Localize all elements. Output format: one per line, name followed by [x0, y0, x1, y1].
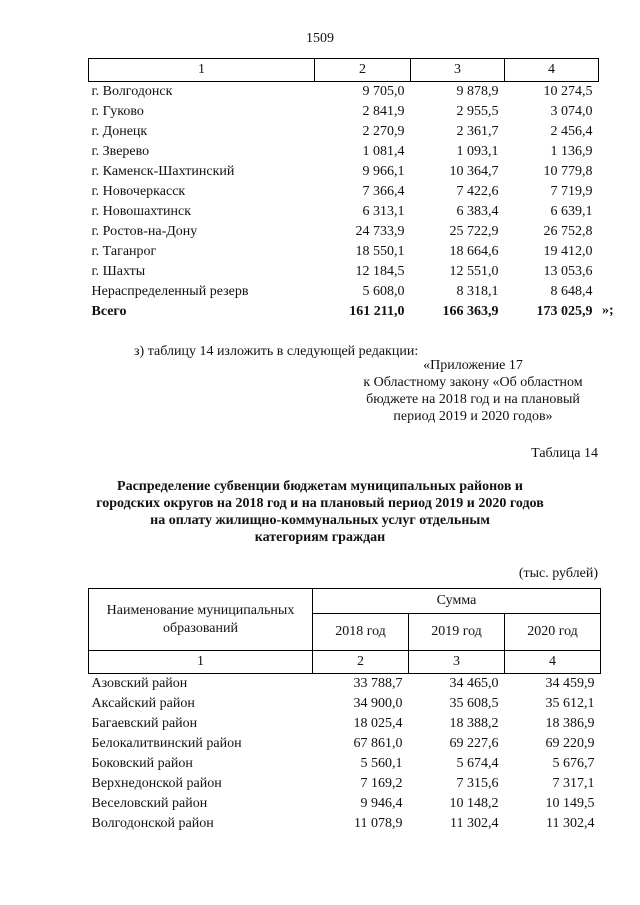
municipality-name: г. Донецк: [91, 124, 148, 139]
value-2018: 7 169,2: [360, 776, 403, 791]
value-2018: 7 366,4: [362, 184, 405, 199]
value-2018: 2 270,9: [362, 124, 405, 139]
year-header: 2018 год: [313, 614, 409, 651]
value-2019: 2 955,5: [456, 104, 499, 119]
value-2018: 6 313,1: [362, 204, 405, 219]
table-row: [89, 142, 599, 162]
value-2019: 12 551,0: [449, 264, 499, 279]
value-2019: 69 227,6: [449, 736, 499, 751]
district-name: Веселовский район: [91, 796, 208, 811]
district-name: Багаевский район: [91, 716, 198, 731]
value-2020: 35 612,1: [545, 696, 595, 711]
appendix-line: бюджете на 2018 год и на плановый: [366, 392, 580, 407]
table-row: [89, 694, 601, 714]
column-number: 3: [409, 651, 505, 674]
appendix-line: период 2019 и 2020 годов»: [393, 409, 553, 424]
district-name: Волгодонской район: [91, 816, 214, 831]
value-2018: 1 081,4: [362, 144, 405, 159]
district-name: Белокалитвинский район: [91, 736, 242, 751]
name-column-header: [89, 589, 313, 651]
value-2019: 10 148,2: [449, 796, 499, 811]
value-2019: 25 722,9: [449, 224, 499, 239]
value-2020: 10 274,5: [543, 84, 593, 99]
value-2019: 35 608,5: [449, 696, 499, 711]
value-2019: 2 361,7: [456, 124, 499, 139]
table-row: [89, 774, 601, 794]
value-2018: 11 078,9: [354, 816, 403, 831]
table-row: [89, 714, 601, 734]
value-2018: 2 841,9: [362, 104, 405, 119]
column-number: 2: [313, 651, 409, 674]
value-2018: 67 861,0: [353, 736, 403, 751]
district-name: Аксайский район: [91, 696, 195, 711]
column-number: 3: [411, 59, 505, 82]
value-2018: 12 184,5: [355, 264, 405, 279]
appendix-line: к Областному закону «Об областном: [363, 375, 583, 390]
column-number: 1: [89, 59, 315, 82]
value-2020: 34 459,9: [545, 676, 595, 691]
value-2018: 9 946,4: [360, 796, 403, 811]
district-name: Верхнедонской район: [91, 776, 222, 791]
value-2020: 19 412,0: [543, 244, 593, 259]
total-2018: 161 211,0: [349, 304, 405, 319]
name-header-line: образований: [163, 620, 238, 636]
value-2019: 18 388,2: [449, 716, 499, 731]
municipality-name: г. Новочеркасск: [91, 184, 186, 199]
value-2020: 26 752,8: [543, 224, 593, 239]
value-2019: 1 093,1: [456, 144, 499, 159]
column-number: 2: [315, 59, 411, 82]
budget-table-continuation: [88, 58, 599, 322]
value-2020: 6 639,1: [550, 204, 593, 219]
value-2018: 33 788,7: [353, 676, 403, 691]
total-label: Всего: [91, 304, 127, 319]
value-2020: 10 149,5: [545, 796, 595, 811]
table-row: [89, 122, 599, 142]
table-label: Таблица 14: [531, 446, 598, 461]
table-row: [89, 242, 599, 262]
value-2020: 5 676,7: [552, 756, 595, 771]
municipality-name: г. Таганрог: [91, 244, 157, 259]
table-row: [89, 162, 599, 182]
page-number: 1509: [306, 31, 334, 46]
value-2019: 11 302,4: [450, 816, 499, 831]
value-2018: 24 733,9: [355, 224, 405, 239]
value-2018: 18 025,4: [353, 716, 403, 731]
value-2019: 34 465,0: [449, 676, 499, 691]
value-2018: 18 550,1: [355, 244, 405, 259]
municipality-name: Нераспределенный резерв: [91, 284, 249, 299]
municipality-name: г. Волгодонск: [91, 84, 173, 99]
amendment-paragraph: з) таблицу 14 изложить в следующей редакции:: [134, 344, 419, 359]
value-2019: 7 315,6: [456, 776, 499, 791]
value-2019: 5 674,4: [456, 756, 499, 771]
table-row: [89, 222, 599, 242]
total-2020: 173 025,9: [536, 304, 593, 319]
value-2020: 2 456,4: [550, 124, 593, 139]
appendix-heading: [340, 357, 606, 425]
value-2019: 18 664,6: [449, 244, 499, 259]
municipality-name: г. Каменск-Шахтинский: [91, 164, 235, 179]
value-2019: 10 364,7: [449, 164, 499, 179]
value-2018: 9 966,1: [362, 164, 405, 179]
municipality-name: г. Ростов-на-Дону: [91, 224, 198, 239]
title-line: городских округов на 2018 год и на плановый период 2019 и 2020 годов: [96, 496, 544, 511]
table-row: [89, 674, 601, 695]
table-row: [89, 262, 599, 282]
table-title: [60, 478, 580, 546]
closing-quote: »;: [602, 303, 614, 318]
value-2018: 9 705,0: [362, 84, 405, 99]
district-name: Азовский район: [91, 676, 188, 691]
value-2020: 13 053,6: [543, 264, 593, 279]
table-row: [89, 794, 601, 814]
title-line: Распределение субвенции бюджетам муниципальных районов и: [117, 479, 523, 494]
column-number-row: [89, 59, 599, 82]
year-header: 2020 год: [505, 614, 601, 651]
municipality-name: г. Зверево: [91, 144, 150, 159]
municipality-name: г. Новошахтинск: [91, 204, 192, 219]
subvention-table: [88, 588, 601, 834]
value-2019: 8 318,1: [456, 284, 499, 299]
column-number-row: [89, 651, 601, 674]
table-row: [89, 202, 599, 222]
title-line: на оплату жилищно-коммунальных услуг отдельным: [150, 513, 490, 528]
column-number: 4: [505, 651, 601, 674]
value-2020: 3 074,0: [550, 104, 593, 119]
table-row: [89, 82, 599, 103]
value-2018: 5 560,1: [360, 756, 403, 771]
appendix-line: «Приложение 17: [423, 358, 523, 373]
table-row: [89, 102, 599, 122]
total-2019: 166 363,9: [442, 304, 499, 319]
value-2019: 7 422,6: [456, 184, 499, 199]
value-2020: 7 719,9: [550, 184, 593, 199]
unit-label: (тыс. рублей): [518, 566, 598, 581]
table-row: [89, 814, 601, 834]
municipality-name: г. Шахты: [91, 264, 146, 279]
column-number: 1: [89, 651, 313, 674]
value-2019: 6 383,4: [456, 204, 499, 219]
value-2020: 18 386,9: [545, 716, 595, 731]
table-row: [89, 754, 601, 774]
value-2020: 1 136,9: [550, 144, 593, 159]
title-line: категориям граждан: [254, 530, 386, 545]
table-row: [89, 282, 599, 302]
value-2019: 9 878,9: [456, 84, 499, 99]
value-2020: 8 648,4: [550, 284, 593, 299]
value-2020: 69 220,9: [545, 736, 595, 751]
value-2018: 34 900,0: [353, 696, 403, 711]
value-2020: 11 302,4: [546, 816, 595, 831]
sum-header: Сумма: [313, 589, 601, 614]
column-number: 4: [505, 59, 599, 82]
year-header: 2019 год: [409, 614, 505, 651]
table-row: [89, 734, 601, 754]
value-2020: 7 317,1: [552, 776, 595, 791]
value-2020: 10 779,8: [543, 164, 593, 179]
district-name: Боковский район: [91, 756, 193, 771]
table-row: [89, 182, 599, 202]
name-header-line: Наименование муниципальных: [106, 602, 295, 618]
value-2018: 5 608,0: [362, 284, 405, 299]
total-row: [89, 302, 599, 322]
municipality-name: г. Гуково: [91, 104, 144, 119]
header-row: [89, 589, 601, 614]
